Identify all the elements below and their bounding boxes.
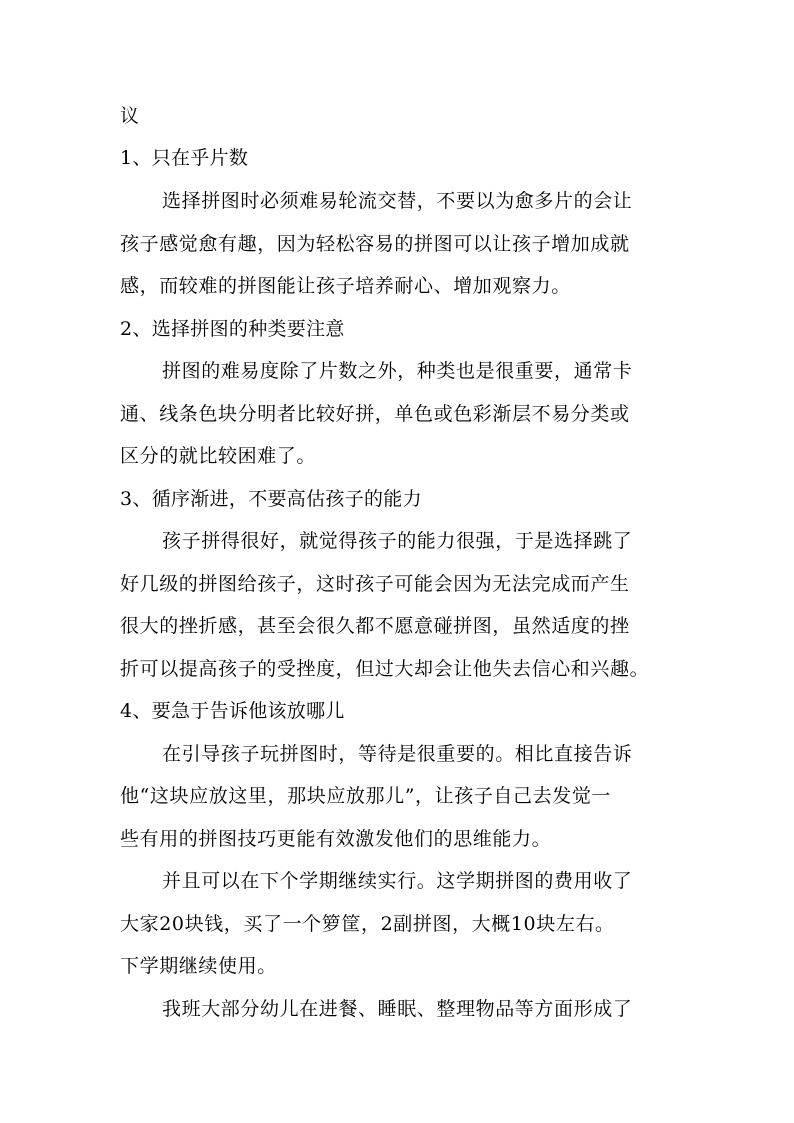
paragraph-line: 在引导孩子玩拼图时，等待是很重要的。相比直接告诉 [162,743,633,765]
paragraph-line: 区分的就比较困难了。 [120,445,317,467]
paragraph-line: 很大的挫折感，甚至会很久都不愿意碰拼图，虽然适度的挫 [120,615,630,637]
section-heading-3: 3、循序渐进，不要高估孩子的能力 [120,488,422,510]
section-heading-4: 4、要急于告诉他该放哪儿 [120,700,345,722]
paragraph-line: 我班大部分幼儿在进餐、睡眠、整理物品等方面形成了 [162,998,633,1020]
text-line-fragment: 议 [120,105,140,127]
paragraph-line: 选择拼图时必须难易轮流交替，不要以为愈多片的会让 [162,190,633,212]
paragraph-line: 下学期继续使用。 [120,955,277,977]
paragraph-line: 拼图的难易度除了片数之外，种类也是很重要，通常卡 [162,360,633,382]
paragraph-line: 好几级的拼图给孩子，这时孩子可能会因为无法完成而产生 [120,573,630,595]
paragraph-line: 孩子感觉愈有趣，因为轻松容易的拼图可以让孩子增加成就 [120,233,630,255]
paragraph-line: 些有用的拼图技巧更能有效激发他们的思维能力。 [120,828,552,850]
section-heading-1: 1、只在乎片数 [120,147,249,169]
paragraph-line: 感，而较难的拼图能让孩子培养耐心、增加观察力。 [120,275,571,297]
paragraph-line: 通、线条色块分明者比较好拼，单色或色彩渐层不易分类或 [120,403,630,425]
paragraph-line: 并且可以在下个学期继续实行。这学期拼图的费用收了 [162,870,633,892]
paragraph-line: 大家20块钱，买了一个箩筐，2副拼图，大概10块左右。 [120,913,615,935]
paragraph-line: 折可以提高孩子的受挫度，但过大却会让他失去信心和兴趣。 [120,658,650,680]
section-heading-2: 2、选择拼图的种类要注意 [120,318,345,340]
paragraph-line: 孩子拼得很好，就觉得孩子的能力很强，于是选择跳了 [162,530,633,552]
paragraph-line: 他“这块应放这里，那块应放那儿”，让孩子自己去发觉一 [120,785,612,807]
